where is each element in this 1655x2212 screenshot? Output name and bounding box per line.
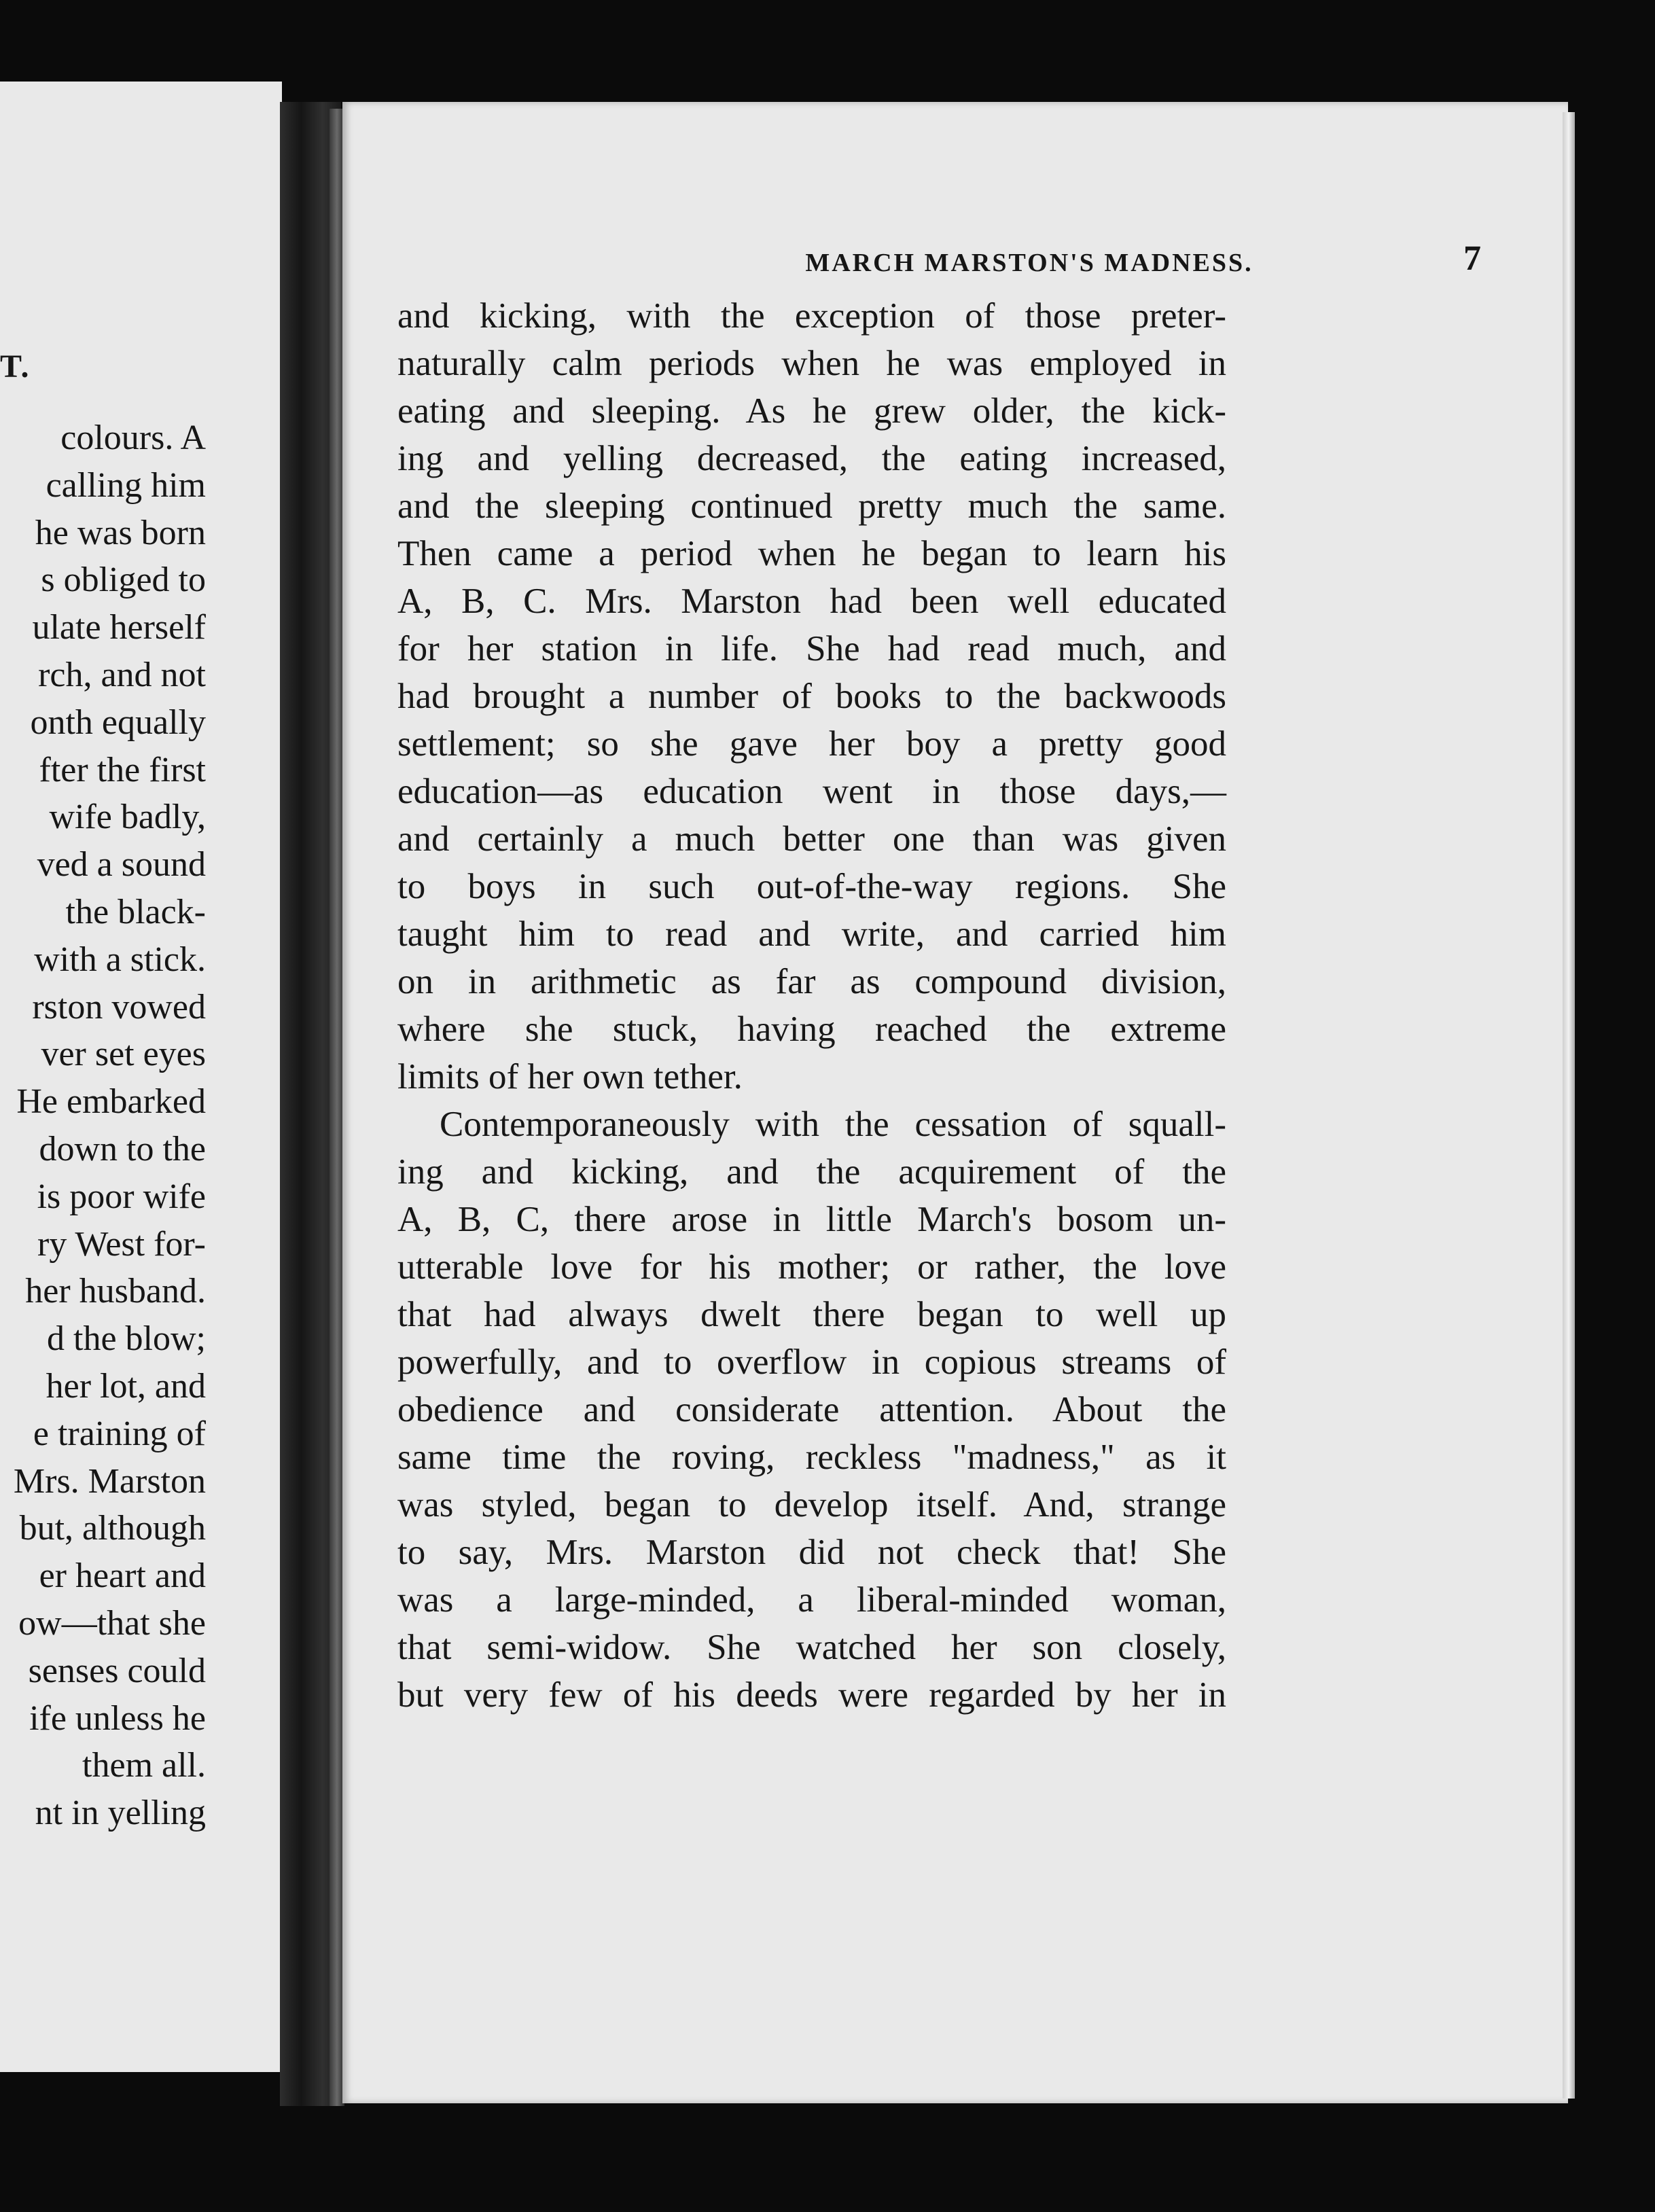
left-line: fter the first xyxy=(39,750,206,789)
running-head xyxy=(577,239,1481,287)
text-line: A, B, C, there arose in little March's bosom un- xyxy=(397,1200,1226,1239)
left-line: ulate herself xyxy=(32,608,206,647)
left-line: senses could xyxy=(28,1651,206,1690)
left-line: s obliged to xyxy=(41,560,206,600)
left-line: ry West for- xyxy=(37,1224,206,1264)
left-line: calling him xyxy=(46,465,206,505)
text-line: but very few of his deeds were regarded by her in xyxy=(397,1675,1226,1715)
left-page-text xyxy=(0,414,206,1837)
left-line: rch, and not xyxy=(38,655,206,694)
text-line: education—as education went in those days,— xyxy=(397,772,1226,811)
left-line: down to the xyxy=(39,1129,206,1169)
text-line: was a large-minded, a liberal-minded woman, xyxy=(397,1580,1226,1620)
text-line: had brought a number of books to the backwoods xyxy=(397,677,1226,716)
left-line: d the blow; xyxy=(47,1319,206,1359)
text-line: and kicking, with the exception of those preter- xyxy=(397,296,1226,336)
left-line: ved a sound xyxy=(37,845,206,885)
page-number: 7 xyxy=(1463,239,1481,278)
left-line: is poor wife xyxy=(37,1177,206,1216)
left-running-head: T. xyxy=(0,349,31,385)
text-line: settlement; so she gave her boy a pretty good xyxy=(397,724,1226,764)
left-line: them all. xyxy=(82,1746,206,1785)
text-line: where she stuck, having reached the extreme xyxy=(397,1010,1226,1049)
text-line: and the sleeping continued pretty much the same. xyxy=(397,486,1226,526)
left-line: but, although xyxy=(19,1509,206,1548)
text-line: taught him to read and write, and carried him xyxy=(397,914,1226,954)
left-line: her husband. xyxy=(25,1272,206,1311)
left-line: ife unless he xyxy=(29,1698,206,1738)
left-line: er heart and xyxy=(39,1556,206,1596)
text-line: same time the roving, reckless "madness," as it xyxy=(397,1438,1226,1477)
running-head-title: MARCH MARSTON'S MADNESS. xyxy=(805,249,1253,277)
text-line: Then came a period when he began to learn his xyxy=(397,534,1226,573)
text-line: ing and kicking, and the acquirement of the xyxy=(397,1152,1226,1192)
text-line: A, B, C. Mrs. Marston had been well educated xyxy=(397,582,1226,621)
left-line: ver set eyes xyxy=(41,1035,206,1074)
text-line: for her station in life. She had read much, and xyxy=(397,629,1226,668)
left-line: he was born xyxy=(35,513,206,552)
text-line: Contemporaneously with the cessation of squall- xyxy=(440,1105,1226,1144)
text-line: powerfully, and to overflow in copious streams of xyxy=(397,1342,1226,1382)
text-line: and certainly a much better one than was given xyxy=(397,819,1226,859)
left-line: rston vowed xyxy=(32,987,206,1027)
left-line: nt in yelling xyxy=(35,1794,206,1833)
text-line: eating and sleeping. As he grew older, the kick- xyxy=(397,391,1226,431)
left-line: Mrs. Marston xyxy=(13,1461,206,1501)
left-line: onth equally xyxy=(30,702,206,742)
text-line: on in arithmetic as far as compound division, xyxy=(397,962,1226,1001)
left-line: He embarked xyxy=(16,1082,206,1122)
left-line: colours. A xyxy=(60,418,206,457)
text-line: was styled, began to develop itself. And, strange xyxy=(397,1485,1226,1524)
left-line: ow—that she xyxy=(18,1603,206,1643)
text-line: utterable love for his mother; or rather, the love xyxy=(397,1247,1226,1287)
left-line: her lot, and xyxy=(46,1366,206,1406)
left-line: with a stick. xyxy=(34,940,206,979)
left-line: wife badly, xyxy=(49,798,206,837)
text-line: to say, Mrs. Marston did not check that! She xyxy=(397,1533,1226,1572)
left-line: e training of xyxy=(33,1414,206,1453)
text-line: ing and yelling decreased, the eating increased, xyxy=(397,439,1226,478)
page-edge xyxy=(1563,112,1575,2099)
left-page xyxy=(0,82,282,2072)
text-line: obedience and considerate attention. About the xyxy=(397,1390,1226,1429)
text-line: naturally calm periods when he was employed in xyxy=(397,344,1226,383)
left-line: the black- xyxy=(65,892,206,931)
text-line: to boys in such out-of-the-way regions. She xyxy=(397,867,1226,906)
text-line: limits of her own tether. xyxy=(397,1057,743,1096)
text-line: that semi-widow. She watched her son closely, xyxy=(397,1628,1226,1667)
text-line: that had always dwelt there began to well up xyxy=(397,1295,1226,1334)
body-text xyxy=(397,292,1226,1719)
